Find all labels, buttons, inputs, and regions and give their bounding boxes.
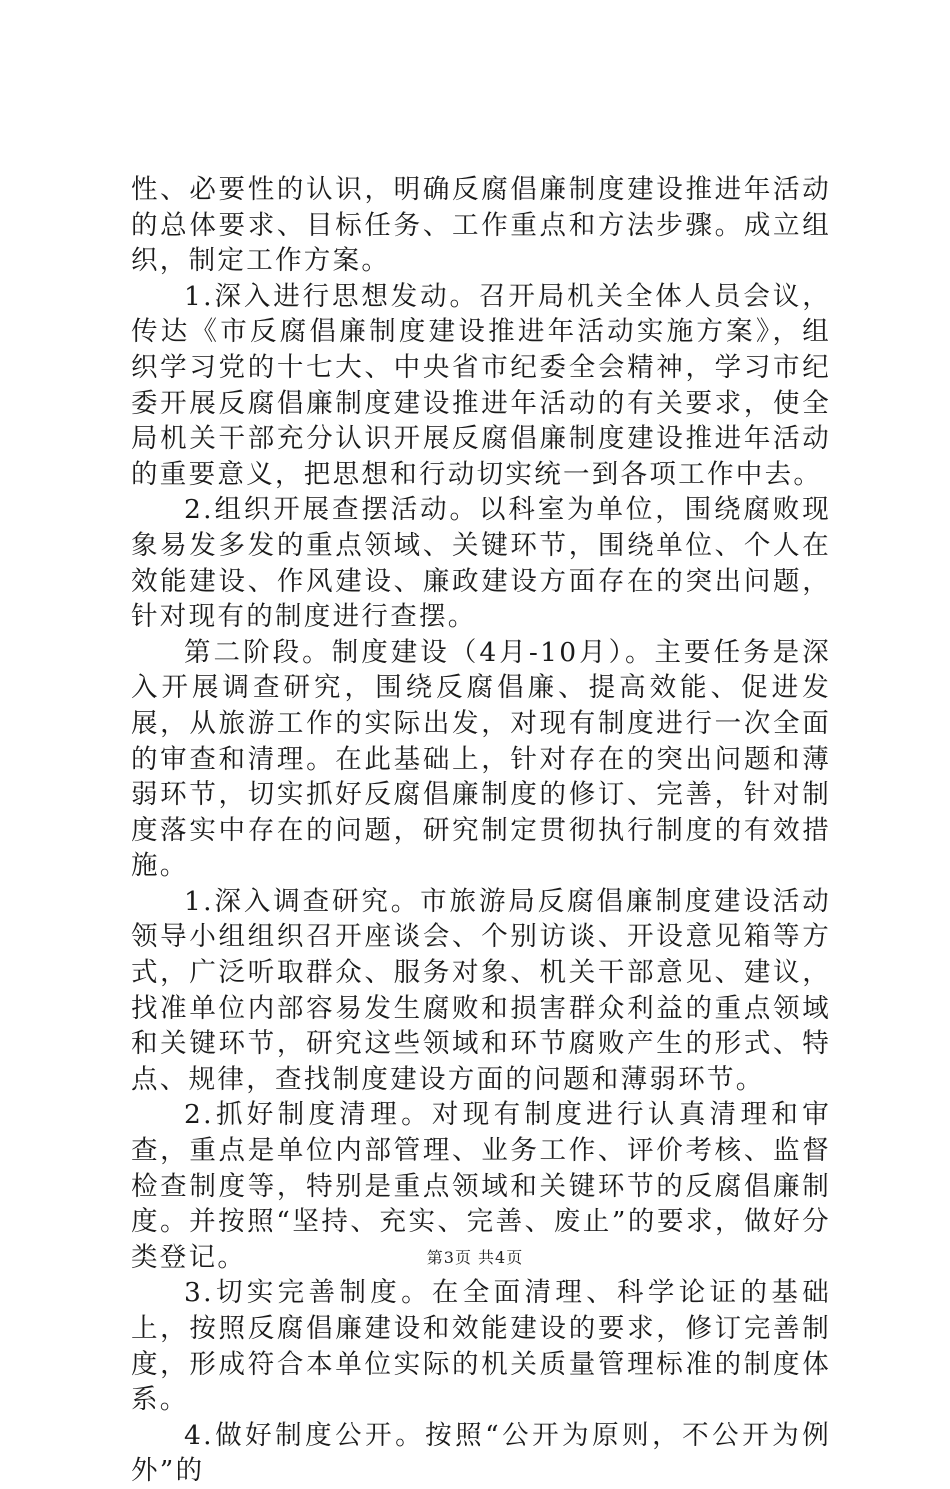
paragraph-3: 2.组织开展查摆活动。以科室为单位，围绕腐败现象易发多发的重点领域、关键环节，围绕单位、个人在效能建设、作风建设、廉政建设方面存在的突出问题，针对现有的制度进行查摆。 xyxy=(131,494,831,633)
paragraph-7: 3.切实完善制度。在全面清理、科学论证的基础上，按照反腐倡廉建设和效能建设的要求，修订完善制度，形成符合本单位实际的机关质量管理标准的制度体系。 xyxy=(131,1277,831,1416)
paragraph-4: 第二阶段。制度建设（4月-10月）。主要任务是深入开展调查研究，围绕反腐倡廉、提高效能、促进发展，从旅游工作的实际出发，对现有制度进行一次全面的审查和清理。在此基础上，针对存在的突出问题和薄弱环节，切实抓好反腐倡廉制度的修订、完善，针对制度落实中存在的问题，研究制定贯彻执行制度的有效措施。 xyxy=(131,636,831,882)
paragraph-1: 性、必要性的认识，明确反腐倡廉制度建设推进年活动的总体要求、目标任务、工作重点和方法步骤。成立组织，制定工作方案。 xyxy=(131,174,831,277)
paragraph-6: 2.抓好制度清理。对现有制度进行认真清理和审查，重点是单位内部管理、业务工作、评价考核、监督检查制度等，特别是重点领域和关键环节的反腐倡廉制度。并按照“坚持、充实、完善、废止”的要求，做好分类登记。 xyxy=(131,1099,831,1273)
paragraph-5: 1.深入调查研究。市旅游局反腐倡廉制度建设活动领导小组组织召开座谈会、个别访谈、开设意见箱等方式，广泛听取群众、服务对象、机关干部意见、建议，找准单位内部容易发生腐败和损害群众利益的重点领域和关键环节，研究这些领域和环节腐败产生的形式、特点、规律，查找制度建设方面的问题和薄弱环节。 xyxy=(131,885,831,1095)
paragraph-2: 1.深入进行思想发动。召开局机关全体人员会议，传达《市反腐倡廉制度建设推进年活动实施方案》，组织学习党的十七大、中央省市纪委全会精神，学习市纪委开展反腐倡廉制度建设推进年活动的有关要求，使全局机关干部充分认识开展反腐倡廉制度建设推进年活动的重要意义，把思想和行动切实统一到各项工作中去。 xyxy=(131,280,831,490)
paragraph-8: 4.做好制度公开。按照“公开为原则，不公开为例外”的 xyxy=(131,1419,831,1487)
document-body xyxy=(131,172,831,1489)
page-number: 第3页 共4页 xyxy=(426,1248,524,1267)
page-footer xyxy=(0,1248,950,1268)
